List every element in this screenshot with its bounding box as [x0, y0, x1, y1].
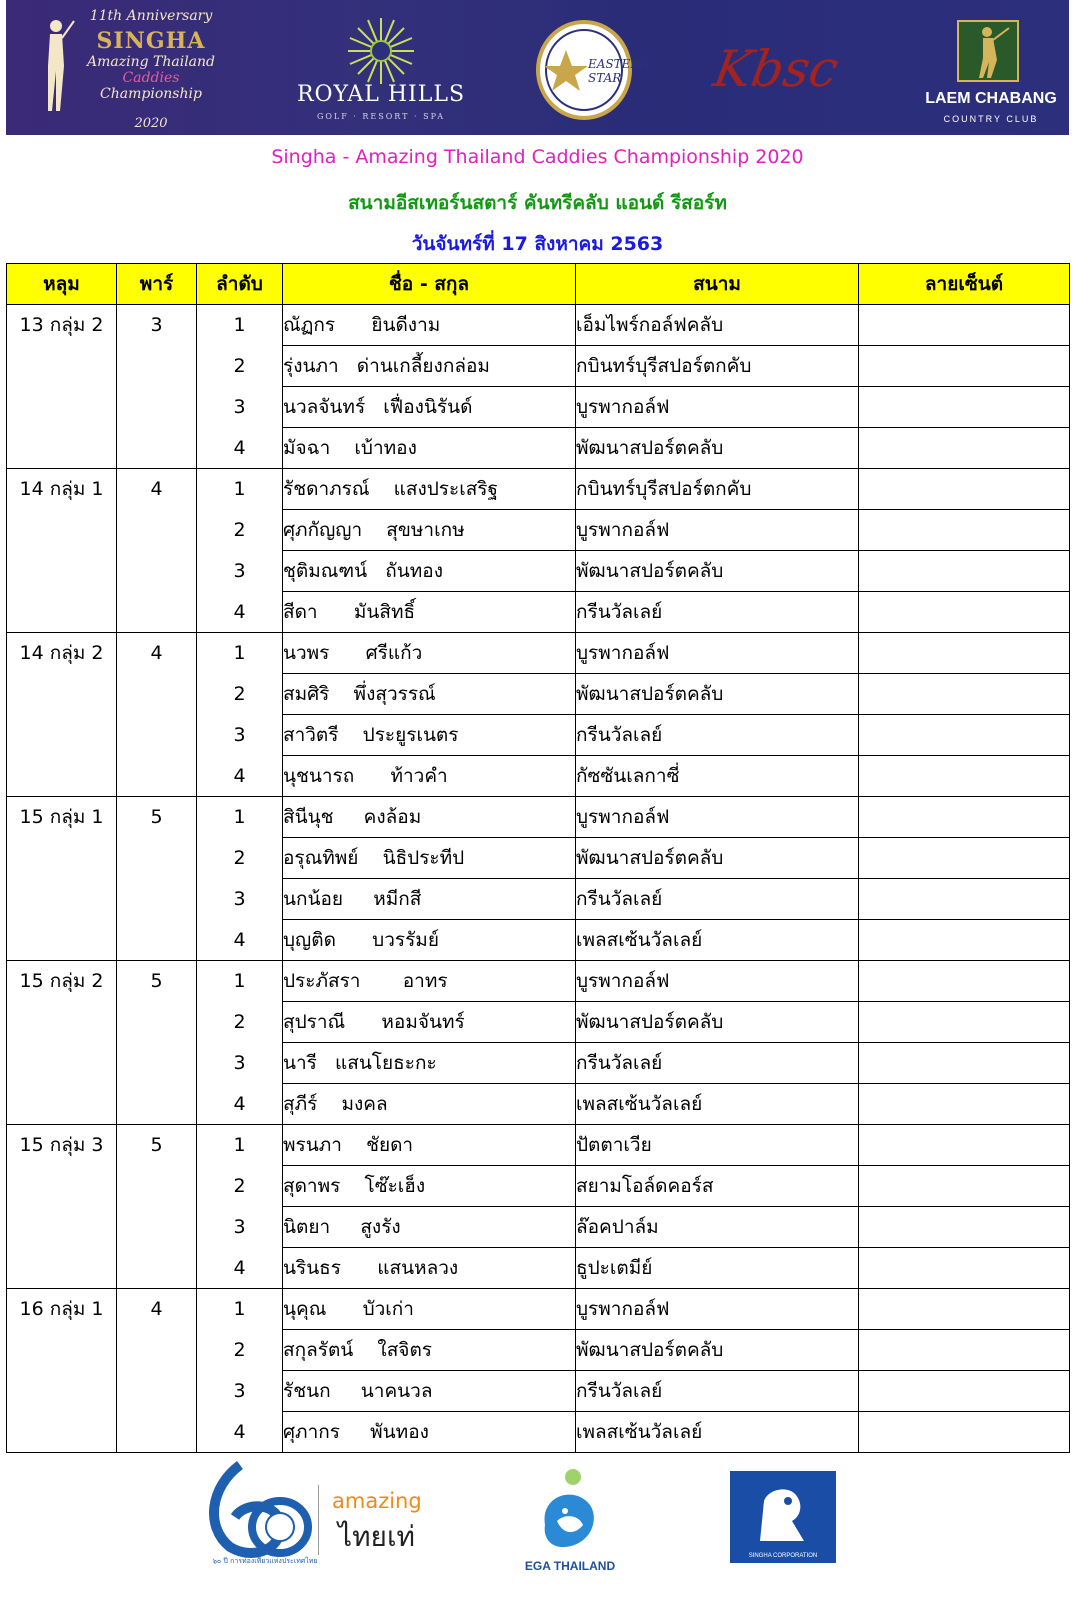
royal-hills-logo-text: ROYAL HILLS	[296, 82, 466, 107]
order-cell: 2	[197, 1002, 283, 1043]
signature-cell[interactable]	[859, 1371, 1070, 1412]
singha-corporation-logo-icon	[730, 1471, 836, 1563]
hole-cell	[7, 920, 117, 961]
signature-cell[interactable]	[859, 1248, 1070, 1289]
header-order: ลำดับ	[197, 264, 283, 305]
par-cell	[117, 387, 197, 428]
caddies-line: Caddies	[122, 70, 180, 86]
table-row	[7, 387, 1070, 428]
club-cell: พัฒนาสปอร์ตคลับ	[576, 551, 859, 592]
club-cell: สยามโอล์ดคอร์ส	[576, 1166, 859, 1207]
table-header-row	[7, 264, 1070, 305]
table-row	[7, 961, 1070, 1002]
player-name-cell: รัชดาภรณ์ แสงประเสริฐ	[283, 469, 576, 510]
signature-cell[interactable]	[859, 961, 1070, 1002]
table-row	[7, 1002, 1070, 1043]
signature-cell[interactable]	[859, 346, 1070, 387]
footer-divider	[318, 1485, 319, 1555]
svg-text:EASTERN: EASTERN	[588, 57, 650, 71]
header-banner	[6, 0, 1069, 135]
par-cell	[117, 551, 197, 592]
hole-cell	[7, 387, 117, 428]
order-cell: 1	[197, 797, 283, 838]
club-cell: ล๊อคปาล์ม	[576, 1207, 859, 1248]
signature-cell[interactable]	[859, 305, 1070, 346]
hole-cell	[7, 1043, 117, 1084]
club-cell: กรีนวัลเลย์	[576, 1371, 859, 1412]
kbsc-logo-text: Kbsc	[709, 40, 843, 98]
par-cell: 4	[117, 1289, 197, 1330]
club-cell: บูรพากอล์ฟ	[576, 387, 859, 428]
table-row	[7, 1043, 1070, 1084]
order-cell: 3	[197, 387, 283, 428]
order-cell: 2	[197, 1166, 283, 1207]
table-row	[7, 633, 1070, 674]
par-cell	[117, 879, 197, 920]
table-row	[7, 797, 1070, 838]
laem-chabang-golfer-icon	[957, 20, 1019, 82]
hole-cell: 15 กลุ่ม 1	[7, 797, 117, 838]
table-row	[7, 756, 1070, 797]
signature-cell[interactable]	[859, 1084, 1070, 1125]
par-cell: 5	[117, 961, 197, 1002]
player-name-cell: อรุณทิพย์ นิธิประทีป	[283, 838, 576, 879]
signature-cell[interactable]	[859, 1207, 1070, 1248]
order-cell: 3	[197, 1043, 283, 1084]
order-cell: 4	[197, 1248, 283, 1289]
thai-logo-text: ไทยเท่	[338, 1520, 415, 1553]
table-row	[7, 1207, 1070, 1248]
club-cell: กรีนวัลเลย์	[576, 592, 859, 633]
par-cell	[117, 1248, 197, 1289]
club-cell: กบินทร์บุรีสปอร์ตกคับ	[576, 346, 859, 387]
signature-cell[interactable]	[859, 674, 1070, 715]
signature-cell[interactable]	[859, 510, 1070, 551]
signature-cell[interactable]	[859, 387, 1070, 428]
club-cell: บูรพากอล์ฟ	[576, 510, 859, 551]
signature-cell[interactable]	[859, 1412, 1070, 1453]
player-name-cell: ชุติมณฑน์ ถันทอง	[283, 551, 576, 592]
par-cell: 3	[117, 305, 197, 346]
svg-text:SINGHA CORPORATION: SINGHA CORPORATION	[748, 1553, 818, 1559]
championship-logo-text	[76, 54, 226, 102]
hole-cell	[7, 510, 117, 551]
par-cell	[117, 756, 197, 797]
player-name-cell: นารี แสนโยธะกะ	[283, 1043, 576, 1084]
eastern-star-logo-icon	[536, 20, 650, 120]
table-row	[7, 715, 1070, 756]
table-row	[7, 551, 1070, 592]
player-name-cell: พรนภา ชัยดา	[283, 1125, 576, 1166]
caddie-pairing-table	[6, 263, 1070, 1453]
signature-cell[interactable]	[859, 1002, 1070, 1043]
table-row	[7, 1125, 1070, 1166]
signature-cell[interactable]	[859, 1043, 1070, 1084]
golfer-silhouette-icon	[36, 16, 76, 116]
order-cell: 1	[197, 1125, 283, 1166]
par-cell: 5	[117, 797, 197, 838]
venue-title: สนามอีสเทอร์นสตาร์ คันทรีคลับ แอนด์ รีสอร์ท	[348, 192, 727, 214]
anniversary-label: 11th Anniversary	[89, 8, 213, 24]
signature-cell[interactable]	[859, 797, 1070, 838]
club-cell: เพลสเซ้นวัลเลย์	[576, 920, 859, 961]
table-row	[7, 1084, 1070, 1125]
club-cell: เพลสเซ้นวัลเลย์	[576, 1412, 859, 1453]
player-name-cell: นวพร ศรีแก้ว	[283, 633, 576, 674]
signature-cell[interactable]	[859, 633, 1070, 674]
signature-cell[interactable]	[859, 551, 1070, 592]
laem-chabang-subtitle: COUNTRY CLUB	[943, 114, 1039, 124]
club-cell: บูรพากอล์ฟ	[576, 1289, 859, 1330]
hole-cell	[7, 1002, 117, 1043]
laem-chabang-logo-text: LAEM CHABANG	[925, 90, 1057, 107]
player-name-cell: สีดา มันสิทธิ์	[283, 592, 576, 633]
signature-cell[interactable]	[859, 879, 1070, 920]
par-cell: 4	[117, 469, 197, 510]
player-name-cell: สินีนุช คงล้อม	[283, 797, 576, 838]
player-name-cell: นุชนารถ ท้าวคำ	[283, 756, 576, 797]
order-cell: 2	[197, 838, 283, 879]
order-cell: 2	[197, 346, 283, 387]
order-cell: 4	[197, 592, 283, 633]
table-row	[7, 346, 1070, 387]
club-cell: กรีนวัลเลย์	[576, 715, 859, 756]
hole-cell	[7, 674, 117, 715]
table-row	[7, 879, 1070, 920]
sponsor-footer	[0, 1455, 1091, 1600]
par-cell	[117, 1043, 197, 1084]
table-row	[7, 510, 1070, 551]
signature-cell[interactable]	[859, 1125, 1070, 1166]
club-cell: กรีนวัลเลย์	[576, 879, 859, 920]
club-cell: กบินทร์บุรีสปอร์ตกคับ	[576, 469, 859, 510]
hole-cell	[7, 1412, 117, 1453]
ega-dolphin-logo-icon	[535, 1465, 605, 1555]
club-cell: กรีนวัลเลย์	[576, 1043, 859, 1084]
order-cell: 4	[197, 756, 283, 797]
signature-cell[interactable]	[859, 715, 1070, 756]
hole-cell: 13 กลุ่ม 2	[7, 305, 117, 346]
hole-cell: 14 กลุ่ม 1	[7, 469, 117, 510]
table-row	[7, 674, 1070, 715]
championship-line: Championship	[100, 86, 202, 102]
signature-cell[interactable]	[859, 469, 1070, 510]
order-cell: 4	[197, 1084, 283, 1125]
club-cell: พัฒนาสปอร์ตคลับ	[576, 428, 859, 469]
amazing-line: Amazing Thailand	[87, 54, 215, 70]
par-cell	[117, 674, 197, 715]
header-club: สนาม	[576, 264, 859, 305]
player-name-cell: รุ่งนภา ด่านเกลี้ยงกล่อม	[283, 346, 576, 387]
par-cell	[117, 1330, 197, 1371]
table-row	[7, 1330, 1070, 1371]
club-cell: บูรพากอล์ฟ	[576, 797, 859, 838]
hole-cell	[7, 592, 117, 633]
date-title: วันจันทร์ที่ 17 สิงหาคม 2563	[411, 233, 664, 255]
order-cell: 4	[197, 920, 283, 961]
order-cell: 2	[197, 674, 283, 715]
header-par: พาร์	[117, 264, 197, 305]
club-cell: ปัตตาเวีย	[576, 1125, 859, 1166]
par-cell: 5	[117, 1125, 197, 1166]
club-cell: พัฒนาสปอร์ตคลับ	[576, 1330, 859, 1371]
player-name-cell: สาวิตรี ประยูรเนตร	[283, 715, 576, 756]
hole-cell	[7, 1371, 117, 1412]
table-row	[7, 1371, 1070, 1412]
par-cell	[117, 1371, 197, 1412]
player-name-cell: สุดาพร โซ๊ะเฮ็ง	[283, 1166, 576, 1207]
signature-cell[interactable]	[859, 756, 1070, 797]
par-cell: 4	[117, 633, 197, 674]
order-cell: 1	[197, 1289, 283, 1330]
table-row	[7, 592, 1070, 633]
hole-cell	[7, 551, 117, 592]
table-row	[7, 469, 1070, 510]
royal-hills-burst-icon	[346, 16, 416, 86]
ega-logo-text: EGA THAILAND	[524, 1559, 616, 1573]
table-row	[7, 1412, 1070, 1453]
player-name-cell: บุญติด บวรรัมย์	[283, 920, 576, 961]
order-cell: 1	[197, 633, 283, 674]
hole-cell	[7, 1207, 117, 1248]
player-name-cell: รัชนก นาคนวล	[283, 1371, 576, 1412]
club-cell: เอ็มไพร์กอล์ฟคลับ	[576, 305, 859, 346]
player-name-cell: มัจฉา เบ้าทอง	[283, 428, 576, 469]
par-cell	[117, 346, 197, 387]
par-cell	[117, 1166, 197, 1207]
royal-hills-subtitle: GOLF · RESORT · SPA	[316, 112, 446, 121]
table-row	[7, 920, 1070, 961]
par-cell	[117, 715, 197, 756]
club-cell: พัฒนาสปอร์ตคลับ	[576, 838, 859, 879]
signature-cell[interactable]	[859, 428, 1070, 469]
signature-cell[interactable]	[859, 1330, 1070, 1371]
club-cell: พัฒนาสปอร์ตคลับ	[576, 674, 859, 715]
player-name-cell: นรินธร แสนหลวง	[283, 1248, 576, 1289]
club-cell: บูรพากอล์ฟ	[576, 961, 859, 1002]
signature-cell[interactable]	[859, 920, 1070, 961]
hole-cell	[7, 879, 117, 920]
hole-cell	[7, 1330, 117, 1371]
order-cell: 3	[197, 879, 283, 920]
player-name-cell: ประภัสรา อาทร	[283, 961, 576, 1002]
par-cell	[117, 1002, 197, 1043]
club-cell: เพลสเซ้นวัลเลย์	[576, 1084, 859, 1125]
player-name-cell: นุคุณ บัวเก่า	[283, 1289, 576, 1330]
order-cell: 3	[197, 551, 283, 592]
player-name-cell: สมศิริ พึ่งสุวรรณ์	[283, 674, 576, 715]
order-cell: 3	[197, 1207, 283, 1248]
header-hole: หลุม	[7, 264, 117, 305]
club-cell: บูรพากอล์ฟ	[576, 633, 859, 674]
table-row	[7, 1248, 1070, 1289]
par-cell	[117, 920, 197, 961]
hole-cell	[7, 346, 117, 387]
year-label: 2020	[134, 116, 168, 131]
order-cell: 4	[197, 1412, 283, 1453]
par-cell	[117, 1412, 197, 1453]
hole-cell	[7, 756, 117, 797]
order-cell: 2	[197, 510, 283, 551]
player-name-cell: ณัฏกร ยินดีงาม	[283, 305, 576, 346]
hole-cell	[7, 1084, 117, 1125]
player-name-cell: นกน้อย หมีกสี	[283, 879, 576, 920]
par-cell	[117, 838, 197, 879]
club-cell: พัฒนาสปอร์ตคลับ	[576, 1002, 859, 1043]
order-cell: 3	[197, 715, 283, 756]
club-cell: กัซซันเลกาซี่	[576, 756, 859, 797]
signature-cell[interactable]	[859, 592, 1070, 633]
table-row	[7, 428, 1070, 469]
order-cell: 1	[197, 469, 283, 510]
hole-cell: 15 กลุ่ม 3	[7, 1125, 117, 1166]
player-name-cell: สุปราณี หอมจันทร์	[283, 1002, 576, 1043]
hole-cell	[7, 715, 117, 756]
hole-cell: 16 กลุ่ม 1	[7, 1289, 117, 1330]
singha-logo-text: SINGHA	[96, 28, 206, 54]
hole-cell: 15 กลุ่ม 2	[7, 961, 117, 1002]
par-cell	[117, 1084, 197, 1125]
player-name-cell: สุภีร์ มงคล	[283, 1084, 576, 1125]
order-cell: 2	[197, 1330, 283, 1371]
order-cell: 1	[197, 961, 283, 1002]
svg-text:๖๐ ปี การท่องเที่ยวแห่งประเทศไ: ๖๐ ปี การท่องเที่ยวแห่งประเทศไทย	[212, 1557, 318, 1565]
signature-cell[interactable]	[859, 838, 1070, 879]
signature-cell[interactable]	[859, 1289, 1070, 1330]
player-name-cell: นวลจันทร์ เฟื่องนิรันด์	[283, 387, 576, 428]
par-cell	[117, 1207, 197, 1248]
hole-cell	[7, 428, 117, 469]
hole-cell	[7, 1166, 117, 1207]
hole-cell	[7, 1248, 117, 1289]
player-name-cell: นิตยา สูงรัง	[283, 1207, 576, 1248]
table-row	[7, 1166, 1070, 1207]
hole-cell: 14 กลุ่ม 2	[7, 633, 117, 674]
order-cell: 4	[197, 428, 283, 469]
header-signature: ลายเซ็นต์	[859, 264, 1070, 305]
tat-60-years-logo-icon	[200, 1457, 330, 1567]
table-body	[7, 305, 1070, 1453]
par-cell	[117, 592, 197, 633]
signature-cell[interactable]	[859, 1166, 1070, 1207]
header-name: ชื่อ - สกุล	[283, 264, 576, 305]
player-name-cell: สกุลรัตน์ ใสจิตร	[283, 1330, 576, 1371]
order-cell: 3	[197, 1371, 283, 1412]
par-cell	[117, 510, 197, 551]
player-name-cell: ศุภกัญญา สุขษาเกษ	[283, 510, 576, 551]
player-name-cell: ศุภากร พันทอง	[283, 1412, 576, 1453]
order-cell: 1	[197, 305, 283, 346]
club-cell: ธูปะเตมีย์	[576, 1248, 859, 1289]
event-title: Singha - Amazing Thailand Caddies Championship 2020	[271, 146, 804, 168]
par-cell	[117, 428, 197, 469]
table-row	[7, 838, 1070, 879]
hole-cell	[7, 838, 117, 879]
table-row	[7, 305, 1070, 346]
amazing-logo-text: amazing	[332, 1489, 422, 1513]
svg-text:STAR: STAR	[588, 71, 622, 85]
table-row	[7, 1289, 1070, 1330]
